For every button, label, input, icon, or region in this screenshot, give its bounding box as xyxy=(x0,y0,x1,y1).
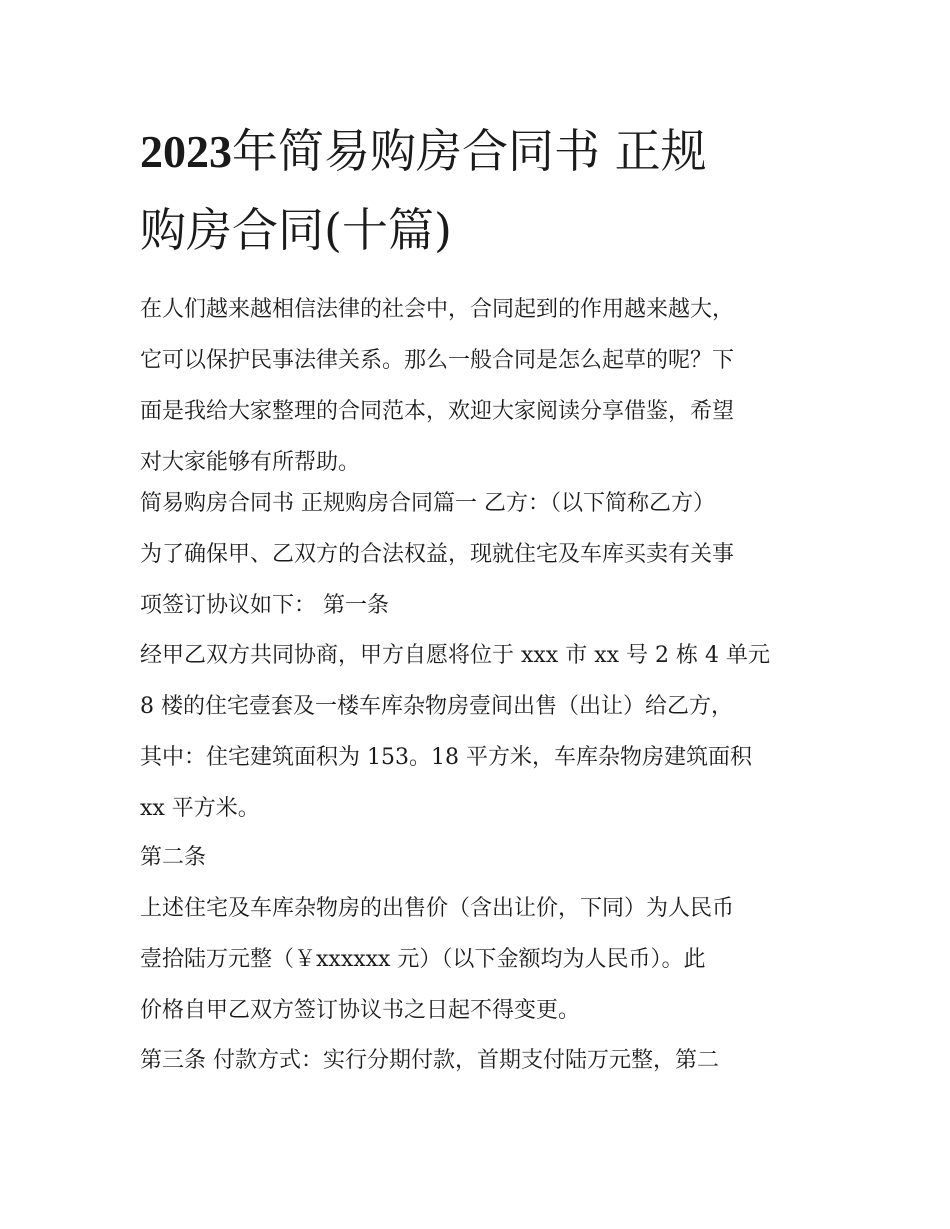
paragraph-line: 经甲乙双方共同协商，甲方自愿将位于 xxx 市 xx 号 2 栋 4 单元 xyxy=(140,643,770,668)
paragraph-line: 价格自甲乙双方签订协议书之日起不得变更。 xyxy=(140,998,581,1023)
document-title xyxy=(140,112,820,269)
paragraph-intro xyxy=(140,284,820,488)
title-line-1-text: 年简易购房合同书 正规 xyxy=(232,124,707,178)
paragraph-article-two-heading xyxy=(140,832,820,883)
paragraph-article-two xyxy=(140,883,820,1036)
title-line-2-text: 购房合同(十篇) xyxy=(140,203,452,257)
title-year: 2023 xyxy=(140,126,232,177)
paragraph-line: 简易购房合同书 正规购房合同篇一 乙方：（以下简称乙方） xyxy=(140,491,715,516)
paragraph-line: 第二条 xyxy=(140,845,207,870)
paragraph-article-one xyxy=(140,630,820,834)
title-line-1 xyxy=(140,112,820,191)
paragraph-line: 上述住宅及车库杂物房的出售价（含出让价，下同）为人民币 xyxy=(140,896,735,921)
paragraph-contract-one xyxy=(140,478,820,631)
paragraph-line: 8 楼的住宅壹套及一楼车库杂物房壹间出售（出让）给乙方， xyxy=(140,694,733,719)
title-line-2 xyxy=(140,191,820,269)
paragraph-line: 为了确保甲、乙双方的合法权益，现就住宅及车库买卖有关事 xyxy=(140,542,735,567)
paragraph-line: 壹拾陆万元整（￥xxxxxx 元）（以下金额均为人民币）。此 xyxy=(140,947,706,972)
paragraph-line: 在人们越来越相信法律的社会中，合同起到的作用越来越大， xyxy=(140,297,735,322)
paragraph-line: 面是我给大家整理的合同范本，欢迎大家阅读分享借鉴，希望 xyxy=(140,399,735,424)
paragraph-line: 第三条 付款方式：实行分期付款，首期支付陆万元整，第二 xyxy=(140,1048,719,1073)
paragraph-line: 它可以保护民事法律关系。那么一般合同是怎么起草的呢？下 xyxy=(140,348,735,373)
paragraph-article-three xyxy=(140,1035,820,1086)
paragraph-line: 项签订协议如下： 第一条 xyxy=(140,593,389,618)
paragraph-line: 对大家能够有所帮助。 xyxy=(140,450,361,475)
paragraph-line: 其中：住宅建筑面积为 153。18 平方米，车库杂物房建筑面积 xyxy=(140,745,752,770)
paragraph-line: xx 平方米。 xyxy=(140,796,260,821)
